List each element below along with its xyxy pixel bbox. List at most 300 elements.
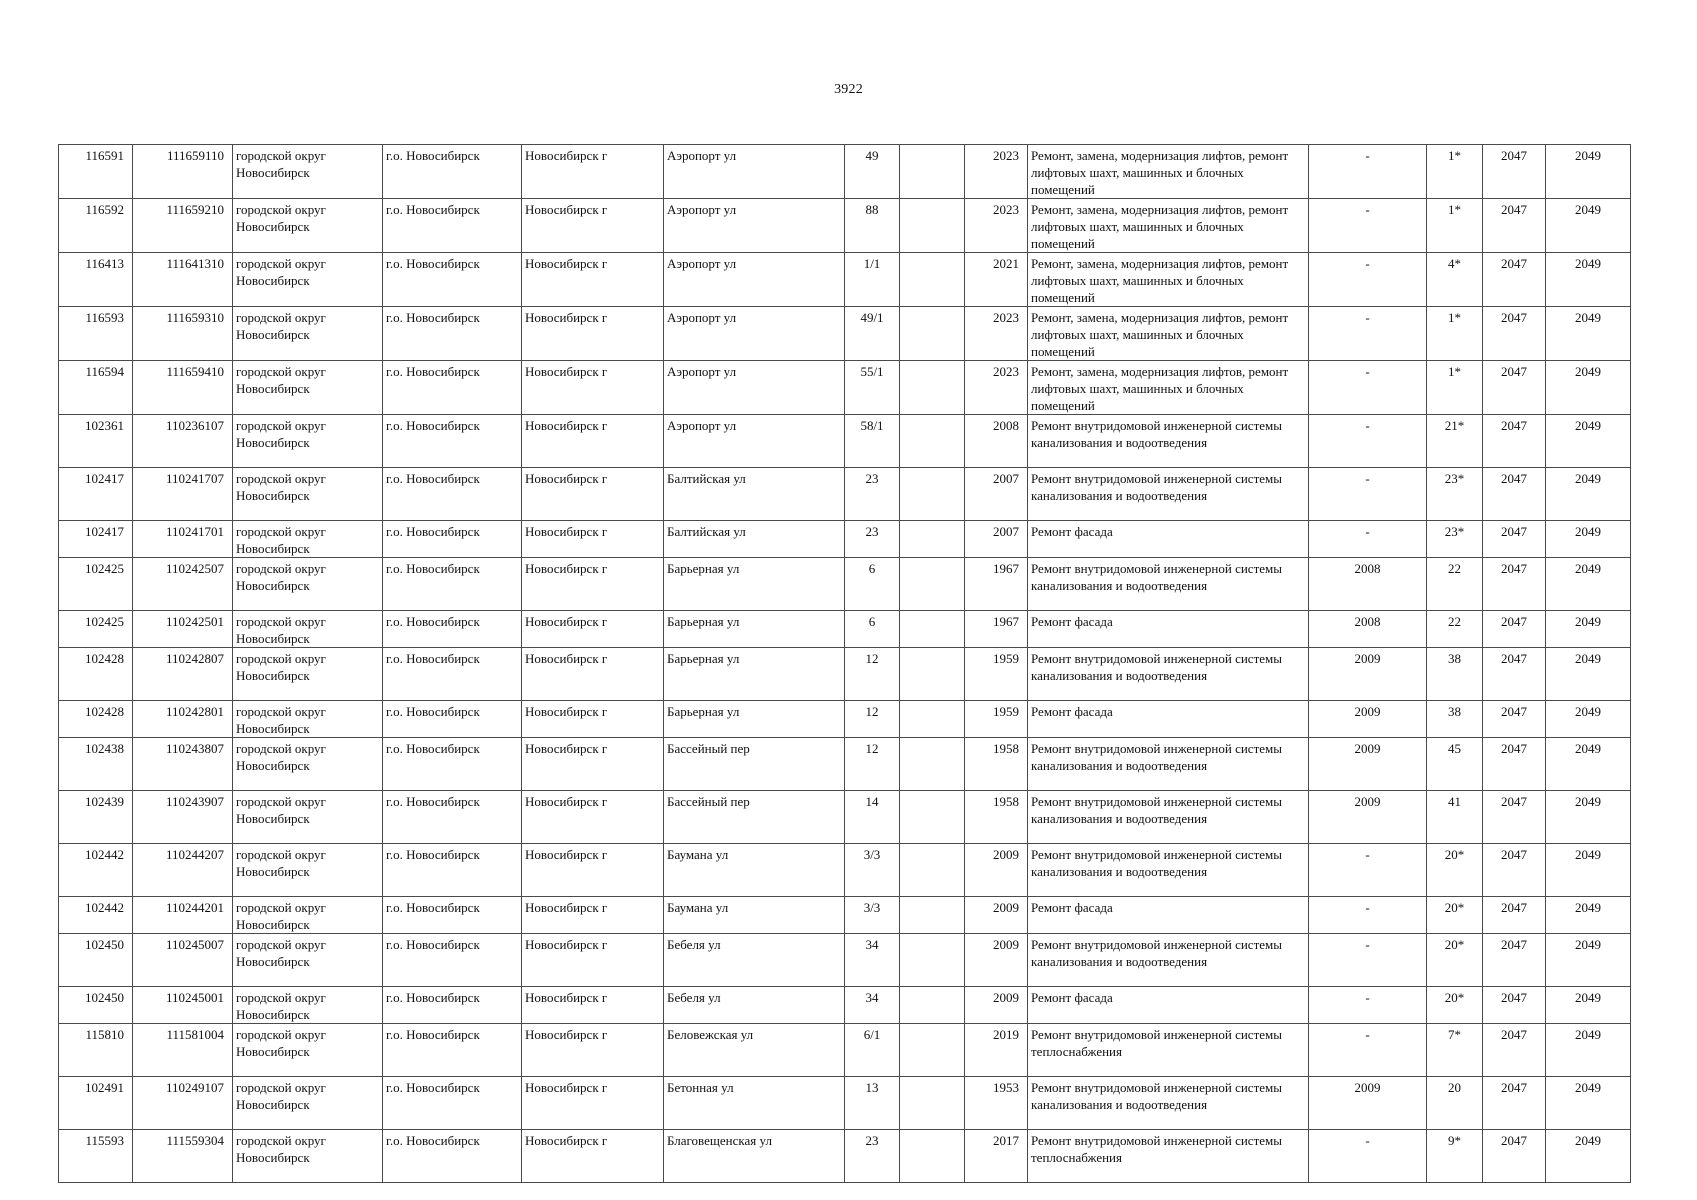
cell-street: Барьерная ул (664, 558, 845, 611)
cell-year: 2017 (965, 1130, 1028, 1183)
cell-house: 88 (845, 199, 900, 253)
cell-house: 23 (845, 1130, 900, 1183)
cell-plan-from: 2047 (1483, 987, 1546, 1024)
cell-district: г.о. Новосибирск (383, 701, 522, 738)
cell-last-repair: - (1309, 521, 1427, 558)
cell-plan-to: 2049 (1546, 558, 1631, 611)
cell-year: 1959 (965, 701, 1028, 738)
cell-code: 111659210 (133, 199, 233, 253)
cell-last-repair: - (1309, 199, 1427, 253)
cell-house: 23 (845, 521, 900, 558)
cell-wear: 21* (1427, 415, 1483, 468)
cell-district: г.о. Новосибирск (383, 1077, 522, 1130)
cell-house: 14 (845, 791, 900, 844)
table-row (59, 648, 1631, 701)
cell-work: Ремонт внутридомовой инженерной системы канализования и водоотведения (1028, 738, 1309, 791)
cell-house: 23 (845, 468, 900, 521)
cell-municipality: городской округ Новосибирск (233, 1024, 383, 1077)
table-row (59, 897, 1631, 934)
cell-year: 2009 (965, 934, 1028, 987)
cell-municipality: городской округ Новосибирск (233, 558, 383, 611)
cell-work: Ремонт внутридомовой инженерной системы теплоснабжения (1028, 1024, 1309, 1077)
cell-year: 2009 (965, 987, 1028, 1024)
cell-house: 3/3 (845, 897, 900, 934)
cell-street: Аэропорт ул (664, 415, 845, 468)
cell-house: 6 (845, 611, 900, 648)
cell-city: Новосибирск г (522, 199, 664, 253)
cell-city: Новосибирск г (522, 701, 664, 738)
table-row (59, 199, 1631, 253)
cell-last-repair: - (1309, 415, 1427, 468)
cell-code: 110241701 (133, 521, 233, 558)
cell-street: Беловежская ул (664, 1024, 845, 1077)
cell-code: 110244207 (133, 844, 233, 897)
cell-plan-to: 2049 (1546, 1130, 1631, 1183)
cell-city: Новосибирск г (522, 738, 664, 791)
cell-extra (900, 253, 965, 307)
cell-plan-to: 2049 (1546, 897, 1631, 934)
cell-plan-to: 2049 (1546, 415, 1631, 468)
cell-extra (900, 1024, 965, 1077)
cell-municipality: городской округ Новосибирск (233, 199, 383, 253)
cell-work: Ремонт внутридомовой инженерной системы канализования и водоотведения (1028, 1077, 1309, 1130)
cell-house: 6/1 (845, 1024, 900, 1077)
cell-municipality: городской округ Новосибирск (233, 521, 383, 558)
cell-street: Балтийская ул (664, 521, 845, 558)
cell-district: г.о. Новосибирск (383, 934, 522, 987)
cell-last-repair: - (1309, 987, 1427, 1024)
cell-id: 115810 (59, 1024, 133, 1077)
cell-id: 102417 (59, 468, 133, 521)
cell-wear: 4* (1427, 253, 1483, 307)
cell-house: 12 (845, 701, 900, 738)
cell-wear: 41 (1427, 791, 1483, 844)
cell-last-repair: - (1309, 468, 1427, 521)
cell-plan-from: 2047 (1483, 934, 1546, 987)
cell-code: 110242807 (133, 648, 233, 701)
cell-district: г.о. Новосибирск (383, 307, 522, 361)
table-row (59, 558, 1631, 611)
cell-last-repair: 2008 (1309, 611, 1427, 648)
cell-district: г.о. Новосибирск (383, 738, 522, 791)
table-row (59, 1024, 1631, 1077)
cell-district: г.о. Новосибирск (383, 1024, 522, 1077)
cell-city: Новосибирск г (522, 521, 664, 558)
cell-year: 2007 (965, 468, 1028, 521)
cell-year: 1958 (965, 791, 1028, 844)
cell-district: г.о. Новосибирск (383, 648, 522, 701)
cell-code: 110245001 (133, 987, 233, 1024)
cell-plan-from: 2047 (1483, 361, 1546, 415)
table-row (59, 521, 1631, 558)
cell-extra (900, 1130, 965, 1183)
cell-street: Аэропорт ул (664, 199, 845, 253)
table-row (59, 361, 1631, 415)
cell-house: 34 (845, 934, 900, 987)
cell-plan-from: 2047 (1483, 701, 1546, 738)
cell-work: Ремонт внутридомовой инженерной системы канализования и водоотведения (1028, 844, 1309, 897)
cell-work: Ремонт внутридомовой инженерной системы канализования и водоотведения (1028, 648, 1309, 701)
cell-district: г.о. Новосибирск (383, 844, 522, 897)
cell-id: 102442 (59, 897, 133, 934)
cell-plan-from: 2047 (1483, 1024, 1546, 1077)
cell-plan-from: 2047 (1483, 897, 1546, 934)
cell-year: 2023 (965, 361, 1028, 415)
cell-code: 110249107 (133, 1077, 233, 1130)
cell-municipality: городской округ Новосибирск (233, 897, 383, 934)
cell-extra (900, 987, 965, 1024)
cell-municipality: городской округ Новосибирск (233, 738, 383, 791)
cell-extra (900, 791, 965, 844)
cell-extra (900, 738, 965, 791)
cell-city: Новосибирск г (522, 361, 664, 415)
cell-plan-from: 2047 (1483, 791, 1546, 844)
cell-work: Ремонт фасада (1028, 611, 1309, 648)
cell-year: 2008 (965, 415, 1028, 468)
cell-work: Ремонт, замена, модернизация лифтов, ремонт лифтовых шахт, машинных и блочных помещений (1028, 361, 1309, 415)
cell-last-repair: - (1309, 934, 1427, 987)
cell-plan-from: 2047 (1483, 145, 1546, 199)
cell-plan-to: 2049 (1546, 307, 1631, 361)
cell-code: 110236107 (133, 415, 233, 468)
cell-plan-from: 2047 (1483, 521, 1546, 558)
cell-code: 111659110 (133, 145, 233, 199)
cell-district: г.о. Новосибирск (383, 145, 522, 199)
cell-id: 102425 (59, 558, 133, 611)
cell-year: 2009 (965, 897, 1028, 934)
cell-district: г.о. Новосибирск (383, 987, 522, 1024)
cell-city: Новосибирск г (522, 1024, 664, 1077)
cell-street: Бассейный пер (664, 791, 845, 844)
cell-id: 116593 (59, 307, 133, 361)
cell-code: 111581004 (133, 1024, 233, 1077)
cell-municipality: городской округ Новосибирск (233, 611, 383, 648)
cell-municipality: городской округ Новосибирск (233, 307, 383, 361)
cell-house: 13 (845, 1077, 900, 1130)
cell-last-repair: - (1309, 361, 1427, 415)
cell-city: Новосибирск г (522, 611, 664, 648)
cell-wear: 7* (1427, 1024, 1483, 1077)
table-row (59, 468, 1631, 521)
cell-wear: 45 (1427, 738, 1483, 791)
cell-wear: 20 (1427, 1077, 1483, 1130)
cell-work: Ремонт фасада (1028, 701, 1309, 738)
cell-plan-from: 2047 (1483, 307, 1546, 361)
cell-plan-to: 2049 (1546, 611, 1631, 648)
cell-municipality: городской округ Новосибирск (233, 987, 383, 1024)
cell-work: Ремонт внутридомовой инженерной системы канализования и водоотведения (1028, 791, 1309, 844)
cell-plan-from: 2047 (1483, 253, 1546, 307)
cell-extra (900, 468, 965, 521)
cell-municipality: городской округ Новосибирск (233, 934, 383, 987)
cell-code: 111659410 (133, 361, 233, 415)
cell-house: 12 (845, 738, 900, 791)
table-row (59, 611, 1631, 648)
cell-house: 55/1 (845, 361, 900, 415)
cell-plan-from: 2047 (1483, 648, 1546, 701)
cell-id: 102417 (59, 521, 133, 558)
table-row (59, 145, 1631, 199)
cell-id: 116592 (59, 199, 133, 253)
cell-extra (900, 844, 965, 897)
table-row (59, 1130, 1631, 1183)
cell-municipality: городской округ Новосибирск (233, 253, 383, 307)
cell-code: 110242507 (133, 558, 233, 611)
cell-district: г.о. Новосибирск (383, 558, 522, 611)
table-row (59, 934, 1631, 987)
cell-house: 3/3 (845, 844, 900, 897)
cell-year: 2023 (965, 199, 1028, 253)
cell-work: Ремонт, замена, модернизация лифтов, ремонт лифтовых шахт, машинных и блочных помещений (1028, 307, 1309, 361)
cell-district: г.о. Новосибирск (383, 897, 522, 934)
table-row (59, 987, 1631, 1024)
cell-plan-from: 2047 (1483, 844, 1546, 897)
cell-work: Ремонт внутридомовой инженерной системы канализования и водоотведения (1028, 468, 1309, 521)
cell-wear: 9* (1427, 1130, 1483, 1183)
cell-id: 102428 (59, 648, 133, 701)
cell-street: Барьерная ул (664, 701, 845, 738)
cell-id: 102442 (59, 844, 133, 897)
cell-street: Бебеля ул (664, 987, 845, 1024)
cell-work: Ремонт внутридомовой инженерной системы канализования и водоотведения (1028, 934, 1309, 987)
cell-municipality: городской округ Новосибирск (233, 361, 383, 415)
cell-year: 2023 (965, 307, 1028, 361)
cell-city: Новосибирск г (522, 897, 664, 934)
cell-city: Новосибирск г (522, 791, 664, 844)
cell-wear: 23* (1427, 521, 1483, 558)
cell-last-repair: 2009 (1309, 738, 1427, 791)
cell-municipality: городской округ Новосибирск (233, 844, 383, 897)
cell-work: Ремонт, замена, модернизация лифтов, ремонт лифтовых шахт, машинных и блочных помещений (1028, 253, 1309, 307)
cell-wear: 1* (1427, 145, 1483, 199)
cell-wear: 1* (1427, 199, 1483, 253)
cell-code: 111559304 (133, 1130, 233, 1183)
table-row (59, 844, 1631, 897)
cell-district: г.о. Новосибирск (383, 199, 522, 253)
cell-district: г.о. Новосибирск (383, 415, 522, 468)
cell-plan-from: 2047 (1483, 558, 1546, 611)
cell-municipality: городской округ Новосибирск (233, 648, 383, 701)
cell-street: Аэропорт ул (664, 307, 845, 361)
cell-municipality: городской округ Новосибирск (233, 791, 383, 844)
cell-plan-to: 2049 (1546, 648, 1631, 701)
table-body (59, 145, 1631, 1183)
cell-house: 12 (845, 648, 900, 701)
cell-extra (900, 648, 965, 701)
cell-year: 1959 (965, 648, 1028, 701)
cell-house: 58/1 (845, 415, 900, 468)
cell-house: 49/1 (845, 307, 900, 361)
cell-street: Баумана ул (664, 844, 845, 897)
cell-street: Бассейный пер (664, 738, 845, 791)
cell-plan-from: 2047 (1483, 1130, 1546, 1183)
cell-last-repair: 2008 (1309, 558, 1427, 611)
table-row (59, 1077, 1631, 1130)
cell-city: Новосибирск г (522, 558, 664, 611)
cell-code: 111659310 (133, 307, 233, 361)
cell-city: Новосибирск г (522, 253, 664, 307)
cell-last-repair: - (1309, 897, 1427, 934)
cell-city: Новосибирск г (522, 145, 664, 199)
cell-wear: 20* (1427, 987, 1483, 1024)
cell-id: 102438 (59, 738, 133, 791)
cell-code: 111641310 (133, 253, 233, 307)
cell-extra (900, 361, 965, 415)
cell-plan-to: 2049 (1546, 361, 1631, 415)
cell-code: 110242801 (133, 701, 233, 738)
cell-plan-to: 2049 (1546, 738, 1631, 791)
repair-program-table (58, 144, 1631, 1183)
cell-id: 102439 (59, 791, 133, 844)
cell-street: Благовещенская ул (664, 1130, 845, 1183)
cell-id: 116413 (59, 253, 133, 307)
cell-plan-from: 2047 (1483, 611, 1546, 648)
cell-work: Ремонт, замена, модернизация лифтов, ремонт лифтовых шахт, машинных и блочных помещений (1028, 199, 1309, 253)
cell-last-repair: - (1309, 1024, 1427, 1077)
cell-district: г.о. Новосибирск (383, 253, 522, 307)
cell-city: Новосибирск г (522, 468, 664, 521)
cell-work: Ремонт, замена, модернизация лифтов, ремонт лифтовых шахт, машинных и блочных помещений (1028, 145, 1309, 199)
cell-plan-from: 2047 (1483, 1077, 1546, 1130)
table-row (59, 415, 1631, 468)
cell-street: Аэропорт ул (664, 145, 845, 199)
cell-plan-to: 2049 (1546, 844, 1631, 897)
cell-year: 2023 (965, 145, 1028, 199)
cell-house: 1/1 (845, 253, 900, 307)
cell-extra (900, 934, 965, 987)
table-row (59, 253, 1631, 307)
cell-wear: 1* (1427, 361, 1483, 415)
cell-id: 102425 (59, 611, 133, 648)
cell-wear: 20* (1427, 897, 1483, 934)
cell-street: Аэропорт ул (664, 361, 845, 415)
cell-work: Ремонт фасада (1028, 897, 1309, 934)
cell-plan-to: 2049 (1546, 145, 1631, 199)
cell-district: г.о. Новосибирск (383, 611, 522, 648)
cell-plan-to: 2049 (1546, 1077, 1631, 1130)
cell-city: Новосибирск г (522, 307, 664, 361)
cell-last-repair: 2009 (1309, 1077, 1427, 1130)
cell-last-repair: 2009 (1309, 791, 1427, 844)
cell-city: Новосибирск г (522, 934, 664, 987)
cell-extra (900, 145, 965, 199)
cell-extra (900, 897, 965, 934)
cell-work: Ремонт внутридомовой инженерной системы канализования и водоотведения (1028, 558, 1309, 611)
cell-plan-to: 2049 (1546, 199, 1631, 253)
cell-extra (900, 415, 965, 468)
cell-street: Бебеля ул (664, 934, 845, 987)
cell-plan-to: 2049 (1546, 987, 1631, 1024)
cell-plan-to: 2049 (1546, 253, 1631, 307)
cell-last-repair: - (1309, 844, 1427, 897)
cell-street: Бетонная ул (664, 1077, 845, 1130)
cell-street: Барьерная ул (664, 648, 845, 701)
cell-municipality: городской округ Новосибирск (233, 468, 383, 521)
cell-id: 102450 (59, 934, 133, 987)
cell-id: 116594 (59, 361, 133, 415)
cell-last-repair: - (1309, 145, 1427, 199)
cell-wear: 20* (1427, 934, 1483, 987)
cell-code: 110245007 (133, 934, 233, 987)
cell-year: 2019 (965, 1024, 1028, 1077)
cell-extra (900, 199, 965, 253)
cell-house: 6 (845, 558, 900, 611)
cell-last-repair: 2009 (1309, 648, 1427, 701)
cell-municipality: городской округ Новосибирск (233, 1077, 383, 1130)
cell-municipality: городской округ Новосибирск (233, 701, 383, 738)
cell-plan-to: 2049 (1546, 934, 1631, 987)
cell-municipality: городской округ Новосибирск (233, 145, 383, 199)
cell-wear: 22 (1427, 558, 1483, 611)
table-row (59, 738, 1631, 791)
cell-extra (900, 521, 965, 558)
cell-city: Новосибирск г (522, 987, 664, 1024)
cell-wear: 22 (1427, 611, 1483, 648)
cell-code: 110244201 (133, 897, 233, 934)
cell-extra (900, 701, 965, 738)
cell-extra (900, 307, 965, 361)
cell-year: 2009 (965, 844, 1028, 897)
cell-district: г.о. Новосибирск (383, 468, 522, 521)
cell-code: 110243907 (133, 791, 233, 844)
table-row (59, 701, 1631, 738)
cell-municipality: городской округ Новосибирск (233, 415, 383, 468)
cell-plan-to: 2049 (1546, 701, 1631, 738)
cell-wear: 23* (1427, 468, 1483, 521)
cell-work: Ремонт фасада (1028, 987, 1309, 1024)
cell-last-repair: 2009 (1309, 701, 1427, 738)
cell-id: 116591 (59, 145, 133, 199)
cell-last-repair: - (1309, 253, 1427, 307)
cell-plan-from: 2047 (1483, 199, 1546, 253)
cell-id: 115593 (59, 1130, 133, 1183)
cell-plan-from: 2047 (1483, 738, 1546, 791)
cell-district: г.о. Новосибирск (383, 521, 522, 558)
cell-street: Барьерная ул (664, 611, 845, 648)
cell-city: Новосибирск г (522, 648, 664, 701)
cell-extra (900, 558, 965, 611)
cell-district: г.о. Новосибирск (383, 791, 522, 844)
cell-city: Новосибирск г (522, 1130, 664, 1183)
table-row (59, 791, 1631, 844)
cell-plan-to: 2049 (1546, 1024, 1631, 1077)
cell-code: 110243807 (133, 738, 233, 791)
page-number: 3922 (834, 82, 863, 97)
cell-code: 110241707 (133, 468, 233, 521)
cell-work: Ремонт внутридомовой инженерной системы канализования и водоотведения (1028, 415, 1309, 468)
cell-city: Новосибирск г (522, 415, 664, 468)
cell-wear: 1* (1427, 307, 1483, 361)
cell-municipality: городской округ Новосибирск (233, 1130, 383, 1183)
cell-year: 1953 (965, 1077, 1028, 1130)
cell-wear: 38 (1427, 701, 1483, 738)
cell-wear: 20* (1427, 844, 1483, 897)
cell-plan-to: 2049 (1546, 791, 1631, 844)
cell-year: 2021 (965, 253, 1028, 307)
cell-id: 102450 (59, 987, 133, 1024)
cell-year: 2007 (965, 521, 1028, 558)
cell-street: Баумана ул (664, 897, 845, 934)
cell-district: г.о. Новосибирск (383, 1130, 522, 1183)
cell-last-repair: - (1309, 307, 1427, 361)
cell-plan-to: 2049 (1546, 521, 1631, 558)
cell-city: Новосибирск г (522, 1077, 664, 1130)
cell-id: 102491 (59, 1077, 133, 1130)
cell-extra (900, 611, 965, 648)
cell-wear: 38 (1427, 648, 1483, 701)
cell-house: 49 (845, 145, 900, 199)
cell-plan-to: 2049 (1546, 468, 1631, 521)
